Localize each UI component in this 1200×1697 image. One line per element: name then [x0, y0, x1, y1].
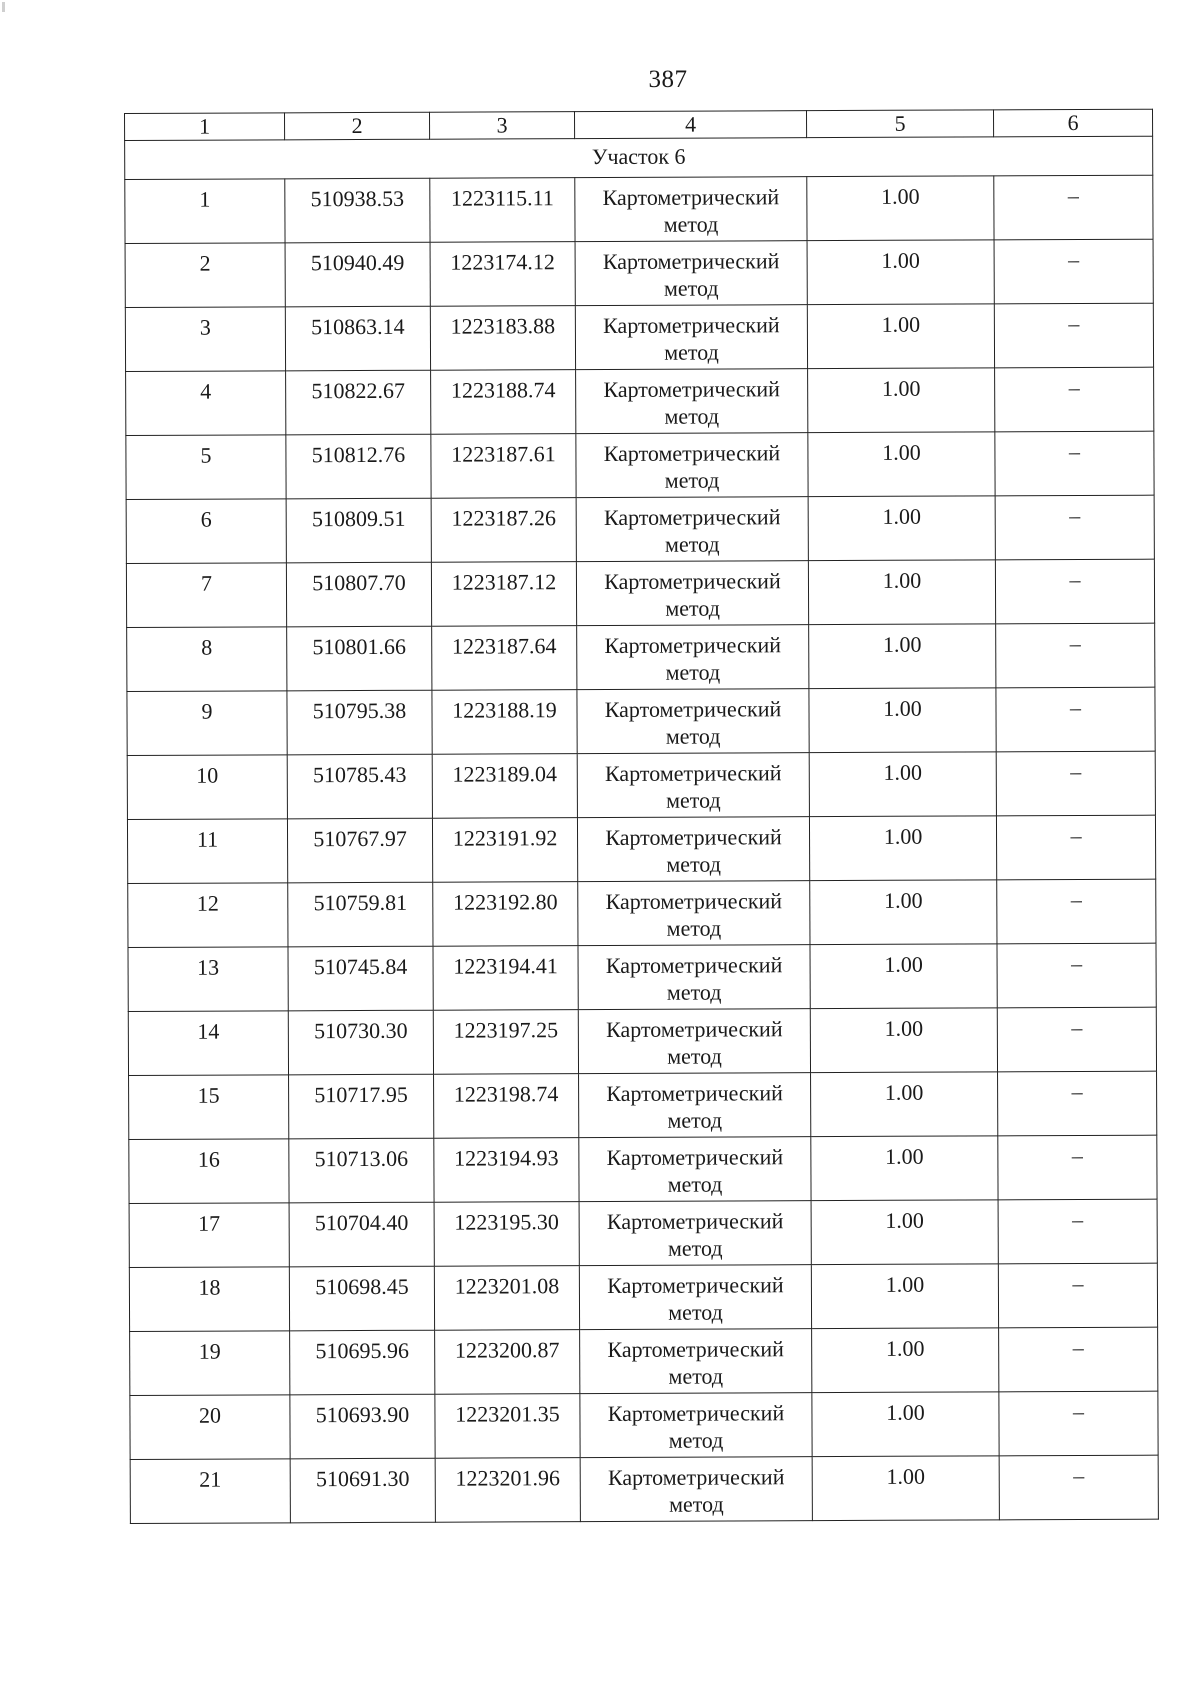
accuracy-cell: 1.00	[807, 304, 994, 369]
method-line-2: метод	[664, 467, 720, 493]
table-row	[128, 1007, 1156, 1075]
method-cell	[579, 1137, 811, 1202]
accuracy-cell: 1.00	[808, 368, 995, 433]
method-cell	[575, 305, 807, 370]
point-number-cell: 5	[126, 435, 286, 500]
accuracy-cell: 1.00	[808, 432, 995, 497]
table-row	[126, 559, 1154, 627]
point-number-cell: 7	[126, 563, 286, 628]
x-coordinate-cell: 510938.53	[285, 178, 430, 243]
method-line-2: метод	[667, 1043, 722, 1069]
accuracy-cell: 1.00	[810, 1008, 997, 1073]
table-row	[125, 175, 1153, 243]
point-number-cell: 21	[130, 1459, 290, 1524]
accuracy-cell: 1.00	[811, 1200, 998, 1265]
method-cell	[579, 1265, 811, 1330]
accuracy-cell: 1.00	[807, 176, 994, 241]
method-cell	[576, 561, 808, 626]
column-header-6: 6	[993, 109, 1152, 137]
x-coordinate-cell: 510713.06	[289, 1138, 434, 1203]
method-cell	[580, 1393, 812, 1458]
coordinates-table	[124, 109, 1159, 1524]
y-coordinate-cell: 1223189.04	[432, 754, 577, 819]
x-coordinate-cell: 510730.30	[288, 1010, 433, 1075]
method-cell	[576, 497, 808, 562]
note-cell: –	[996, 815, 1155, 880]
x-coordinate-cell: 510863.14	[285, 306, 430, 371]
method-line-1: Картометрический	[606, 1016, 783, 1042]
point-number-cell: 16	[129, 1139, 289, 1204]
point-number-cell: 20	[130, 1395, 290, 1460]
method-cell	[576, 433, 808, 498]
method-cell	[580, 1329, 812, 1394]
y-coordinate-cell: 1223187.64	[432, 626, 577, 691]
accuracy-cell: 1.00	[809, 752, 996, 817]
x-coordinate-cell: 510809.51	[286, 498, 431, 563]
table-row	[130, 1327, 1158, 1395]
section-row	[125, 136, 1153, 179]
note-cell: –	[998, 1199, 1157, 1264]
note-cell: –	[998, 1263, 1157, 1328]
x-coordinate-cell: 510940.49	[285, 242, 430, 307]
table-row	[126, 431, 1154, 499]
accuracy-cell: 1.00	[808, 560, 995, 625]
table-row	[125, 239, 1153, 307]
table-row	[127, 687, 1155, 755]
method-line-2: метод	[664, 403, 720, 429]
note-cell: –	[999, 1455, 1158, 1520]
x-coordinate-cell: 510822.67	[286, 370, 431, 435]
method-cell	[578, 881, 810, 946]
accuracy-cell: 1.00	[809, 816, 996, 881]
point-number-cell: 19	[130, 1331, 290, 1396]
x-coordinate-cell: 510759.81	[288, 882, 433, 947]
y-coordinate-cell: 1223195.30	[434, 1202, 579, 1267]
note-cell: –	[998, 1071, 1157, 1136]
table-row	[127, 751, 1155, 819]
note-cell: –	[995, 431, 1154, 496]
y-coordinate-cell: 1223187.26	[431, 498, 576, 563]
column-header-1: 1	[125, 113, 285, 141]
table-row	[129, 1263, 1157, 1331]
method-line-2: метод	[668, 1299, 723, 1325]
note-cell: –	[998, 1135, 1157, 1200]
method-line-1: Картометрический	[604, 568, 781, 594]
x-coordinate-cell: 510695.96	[290, 1330, 435, 1395]
method-line-2: метод	[665, 659, 721, 685]
table-row	[129, 1199, 1157, 1267]
method-line-2: метод	[664, 339, 719, 365]
point-number-cell: 2	[125, 243, 285, 308]
column-number-row	[125, 109, 1153, 140]
method-line-1: Картометрический	[602, 184, 780, 210]
method-line-2: метод	[666, 851, 721, 877]
method-line-2: метод	[665, 595, 720, 621]
y-coordinate-cell: 1223191.92	[432, 818, 577, 883]
x-coordinate-cell: 510801.66	[287, 626, 432, 691]
point-number-cell: 11	[127, 819, 287, 884]
accuracy-cell: 1.00	[808, 496, 995, 561]
x-coordinate-cell: 510691.30	[290, 1458, 435, 1523]
note-cell: –	[997, 1007, 1156, 1072]
column-header-5: 5	[806, 110, 993, 138]
method-line-1: Картометрический	[606, 1080, 783, 1106]
table-row	[129, 1071, 1157, 1139]
y-coordinate-cell: 1223188.74	[431, 370, 576, 435]
method-line-1: Картометрический	[604, 760, 782, 786]
y-coordinate-cell: 1223201.96	[435, 1458, 580, 1523]
point-number-cell: 9	[127, 691, 287, 756]
method-line-2: метод	[664, 531, 720, 557]
method-line-2: метод	[667, 1235, 723, 1261]
table-row	[130, 1455, 1158, 1523]
method-cell	[579, 1073, 811, 1138]
note-cell: –	[994, 175, 1153, 240]
note-cell: –	[995, 367, 1154, 432]
point-number-cell: 3	[125, 307, 285, 372]
note-cell: –	[996, 751, 1155, 816]
y-coordinate-cell: 1223201.08	[434, 1266, 579, 1331]
column-header-4: 4	[574, 111, 806, 139]
y-coordinate-cell: 1223187.12	[431, 562, 576, 627]
method-line-1: Картометрический	[607, 1400, 785, 1426]
method-line-2: метод	[663, 275, 719, 301]
x-coordinate-cell: 510693.90	[290, 1394, 435, 1459]
method-line-1: Картометрический	[603, 504, 781, 530]
method-cell	[579, 1201, 811, 1266]
x-coordinate-cell: 510785.43	[287, 754, 432, 819]
y-coordinate-cell: 1223194.93	[434, 1138, 579, 1203]
x-coordinate-cell: 510767.97	[287, 818, 432, 883]
table-body	[125, 109, 1159, 1523]
accuracy-cell: 1.00	[812, 1328, 999, 1393]
y-coordinate-cell: 1223198.74	[434, 1074, 579, 1139]
table-row	[130, 1391, 1158, 1459]
method-line-1: Картометрический	[604, 696, 782, 722]
table-row	[129, 1135, 1157, 1203]
table-row	[126, 495, 1154, 563]
note-cell: –	[995, 495, 1154, 560]
method-line-2: метод	[666, 915, 722, 941]
note-cell: –	[994, 303, 1153, 368]
note-cell: –	[996, 687, 1155, 752]
method-line-2: метод	[666, 787, 721, 813]
method-line-1: Картометрический	[603, 376, 780, 402]
section-title: Участок 6	[125, 136, 1153, 179]
note-cell: –	[996, 623, 1155, 688]
method-cell	[577, 689, 809, 754]
table-row	[128, 943, 1156, 1011]
method-cell	[580, 1457, 812, 1522]
method-line-1: Картометрический	[605, 824, 782, 850]
scan-artifact	[2, 2, 5, 12]
method-line-2: метод	[668, 1363, 724, 1389]
method-cell	[577, 817, 809, 882]
x-coordinate-cell: 510812.76	[286, 434, 431, 499]
y-coordinate-cell: 1223183.88	[430, 306, 575, 371]
page-number: 387	[648, 66, 688, 93]
method-line-1: Картометрический	[603, 312, 780, 338]
method-cell	[577, 625, 809, 690]
point-number-cell: 8	[127, 627, 287, 692]
point-number-cell: 12	[128, 883, 288, 948]
note-cell: –	[994, 239, 1153, 304]
method-line-1: Картометрический	[604, 632, 782, 658]
method-line-2: метод	[663, 211, 719, 237]
method-line-1: Картометрический	[602, 248, 780, 274]
table-row	[128, 879, 1156, 947]
column-header-3: 3	[429, 112, 574, 140]
y-coordinate-cell: 1223200.87	[435, 1330, 580, 1395]
method-line-1: Картометрический	[607, 1464, 785, 1490]
note-cell: –	[997, 879, 1156, 944]
method-line-1: Картометрический	[607, 1272, 784, 1298]
accuracy-cell: 1.00	[811, 1136, 998, 1201]
accuracy-cell: 1.00	[810, 880, 997, 945]
y-coordinate-cell: 1223192.80	[433, 882, 578, 947]
method-line-2: метод	[667, 1107, 723, 1133]
point-number-cell: 13	[128, 947, 288, 1012]
y-coordinate-cell: 1223194.41	[433, 946, 578, 1011]
y-coordinate-cell: 1223115.11	[430, 178, 575, 243]
x-coordinate-cell: 510704.40	[289, 1202, 434, 1267]
table-row	[126, 367, 1154, 435]
y-coordinate-cell: 1223188.19	[432, 690, 577, 755]
method-cell	[578, 1009, 810, 1074]
accuracy-cell: 1.00	[812, 1392, 999, 1457]
y-coordinate-cell: 1223197.25	[433, 1010, 578, 1075]
accuracy-cell: 1.00	[809, 624, 996, 689]
method-line-2: метод	[665, 723, 721, 749]
x-coordinate-cell: 510795.38	[287, 690, 432, 755]
method-line-2: метод	[668, 1427, 724, 1453]
column-header-2: 2	[285, 112, 430, 140]
table-row	[127, 815, 1155, 883]
accuracy-cell: 1.00	[811, 1072, 998, 1137]
point-number-cell: 14	[128, 1011, 288, 1076]
method-line-1: Картометрический	[606, 1208, 784, 1234]
point-number-cell: 4	[126, 371, 286, 436]
note-cell: –	[999, 1327, 1158, 1392]
method-line-2: метод	[668, 1491, 724, 1517]
note-cell: –	[995, 559, 1154, 624]
point-number-cell: 1	[125, 179, 285, 244]
accuracy-cell: 1.00	[811, 1264, 998, 1329]
x-coordinate-cell: 510807.70	[286, 562, 431, 627]
y-coordinate-cell: 1223174.12	[430, 242, 575, 307]
x-coordinate-cell: 510717.95	[289, 1074, 434, 1139]
point-number-cell: 10	[127, 755, 287, 820]
method-line-1: Картометрический	[603, 440, 781, 466]
method-cell	[575, 177, 807, 242]
y-coordinate-cell: 1223201.35	[435, 1394, 580, 1459]
method-line-1: Картометрический	[606, 1144, 784, 1170]
point-number-cell: 6	[126, 499, 286, 564]
point-number-cell: 17	[129, 1203, 289, 1268]
x-coordinate-cell: 510698.45	[289, 1266, 434, 1331]
method-line-1: Картометрический	[605, 952, 783, 978]
note-cell: –	[997, 943, 1156, 1008]
accuracy-cell: 1.00	[807, 240, 994, 305]
point-number-cell: 18	[129, 1267, 289, 1332]
accuracy-cell: 1.00	[810, 944, 997, 1009]
x-coordinate-cell: 510745.84	[288, 946, 433, 1011]
accuracy-cell: 1.00	[812, 1456, 999, 1521]
method-cell	[577, 753, 809, 818]
method-line-1: Картометрический	[605, 888, 783, 914]
table-row	[125, 303, 1153, 371]
method-line-2: метод	[666, 979, 722, 1005]
method-cell	[576, 369, 808, 434]
method-line-1: Картометрический	[607, 1336, 784, 1362]
table-row	[127, 623, 1155, 691]
point-number-cell: 15	[129, 1075, 289, 1140]
method-line-2: метод	[667, 1171, 723, 1197]
method-cell	[578, 945, 810, 1010]
accuracy-cell: 1.00	[809, 688, 996, 753]
note-cell: –	[999, 1391, 1158, 1456]
method-cell	[575, 241, 807, 306]
y-coordinate-cell: 1223187.61	[431, 434, 576, 499]
